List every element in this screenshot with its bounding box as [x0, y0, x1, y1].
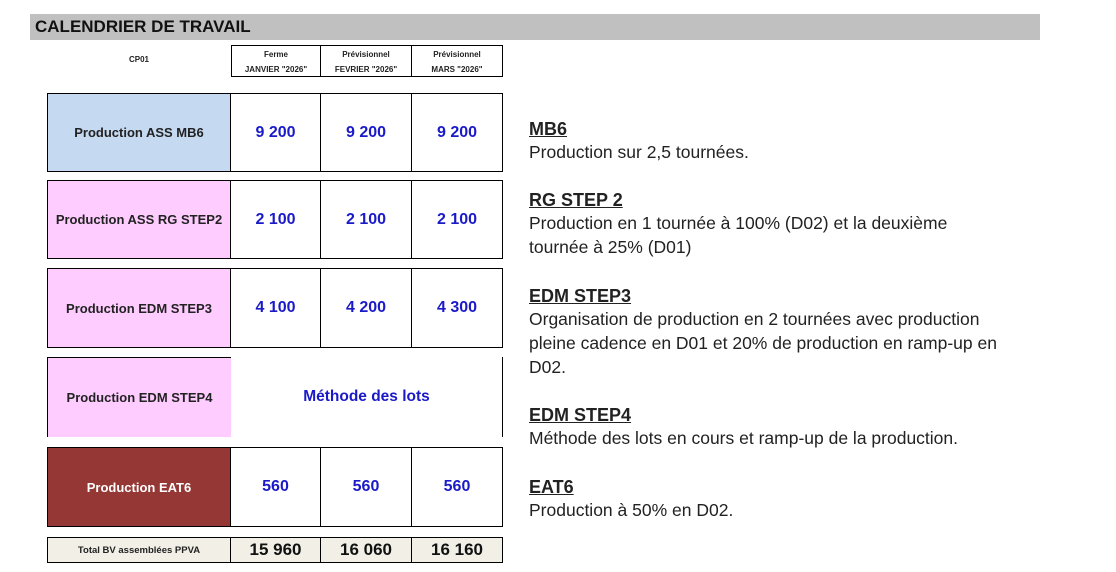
note-text: Méthode des lots en cours et ramp-up de la production. [529, 428, 958, 448]
note-title: RG STEP 2 [529, 190, 623, 210]
status: Prévisionnel [342, 50, 390, 59]
value-cell: 4 300 [412, 268, 503, 348]
note-text: Organisation de production en 2 tournées avec production pleine cadence en D01 et 20% de production en ramp-up en D02. [529, 309, 997, 377]
note-edm-step4 [529, 404, 1029, 450]
page-title: CALENDRIER DE TRAVAIL [30, 14, 1040, 40]
value-cell: 560 [321, 447, 412, 527]
month: FEVRIER "2026" [334, 65, 398, 74]
column-header-february [321, 45, 412, 77]
value-cell: 560 [231, 447, 321, 527]
value-cell: 9 200 [231, 93, 321, 172]
value-cell: 2 100 [231, 180, 321, 259]
note-text: Production à 50% en D02. [529, 500, 734, 520]
note-title: EAT6 [529, 477, 574, 497]
row-label-eat6: Production EAT6 [47, 447, 231, 527]
value-cell: 4 100 [231, 268, 321, 348]
value-cell: 4 200 [321, 268, 412, 348]
value-cell: 9 200 [321, 93, 412, 172]
corner-label: CP01 [128, 55, 149, 64]
status: Ferme [263, 50, 288, 59]
row-label-rg-step2: Production ASS RG STEP2 [47, 180, 231, 259]
column-header-january [231, 45, 321, 77]
month: JANVIER "2026" [244, 65, 308, 74]
note-title: EDM STEP3 [529, 286, 632, 306]
total-cell: 16 160 [412, 537, 503, 563]
value-cell: 2 100 [412, 180, 503, 259]
value-cell: 2 100 [321, 180, 412, 259]
note-text: Production en 1 tournée à 100% (D02) et la deuxième tournée à 25% (D01) [529, 213, 948, 257]
value-cell: 9 200 [412, 93, 503, 172]
total-label: Total BV assemblées PPVA [47, 537, 231, 563]
total-cell: 15 960 [231, 537, 321, 563]
note-edm-step3 [529, 285, 1029, 379]
note-text: Production sur 2,5 tournées. [529, 142, 749, 162]
column-header-march [412, 45, 503, 77]
row-label-edm-step4: Production EDM STEP4 [47, 357, 231, 437]
total-cell: 16 060 [321, 537, 412, 563]
row-label-edm-step3: Production EDM STEP3 [47, 268, 231, 348]
status: Prévisionnel [433, 50, 481, 59]
note-title: MB6 [529, 119, 568, 139]
note-mb6 [529, 118, 1009, 164]
value-cell: 560 [412, 447, 503, 527]
note-rg-step2 [529, 189, 999, 259]
merged-cell: Méthode des lots [231, 357, 503, 437]
note-title: EDM STEP4 [529, 405, 632, 425]
row-label-mb6: Production ASS MB6 [47, 93, 231, 172]
month: MARS "2026" [431, 65, 483, 74]
note-eat6 [529, 476, 1009, 522]
